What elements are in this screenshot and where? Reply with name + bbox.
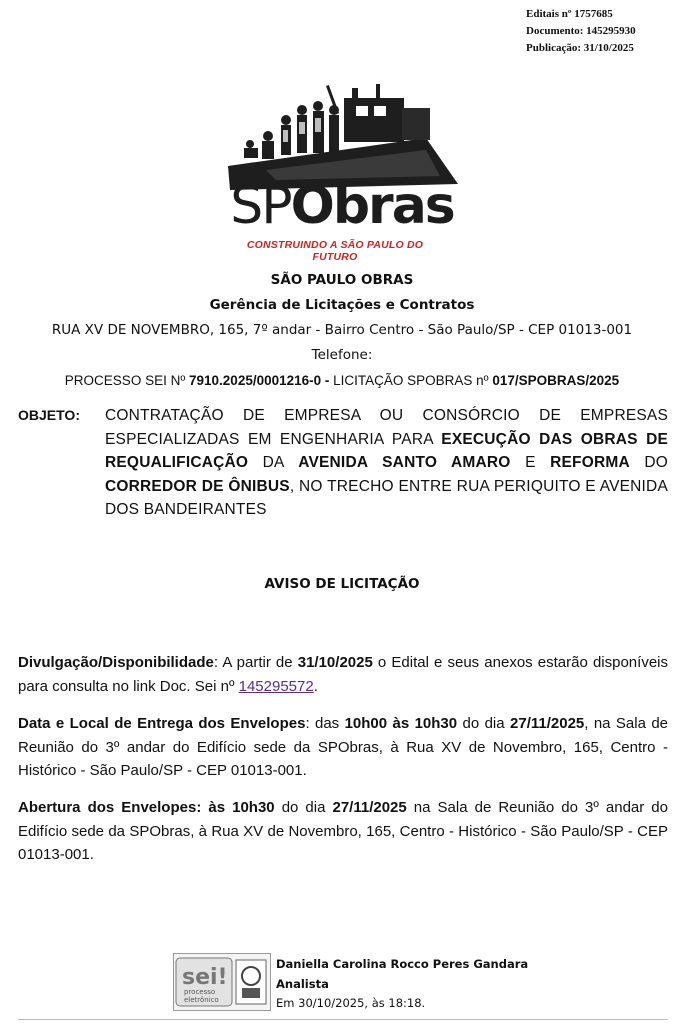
abertura-t2: na Sala de Reunião do 3º andar do Edifício sede da SPObras, à Rua XV de Novembro, 165, Centro - Histórico - São Paulo/SP - CEP 01013-001. bbox=[18, 799, 668, 863]
sei-logo-text: sei! bbox=[182, 965, 228, 990]
objeto-t4: DO bbox=[629, 454, 668, 471]
logo-obras: Obras bbox=[290, 176, 454, 236]
signature-block bbox=[276, 955, 528, 1014]
logo-wordmark bbox=[222, 176, 462, 236]
doc-sei-link[interactable]: 145295572 bbox=[238, 677, 314, 695]
divulgacao-paragraph bbox=[18, 651, 668, 698]
processo-middle: LICITAÇÃO SPOBRAS nº bbox=[329, 373, 493, 388]
abertura-paragraph bbox=[18, 796, 668, 867]
publicacao-date: Publicação: 31/10/2025 bbox=[526, 42, 634, 54]
objeto-t1: CONTRATAÇÃO DE EMPRESA OU CONSÓRCIO DE EMPRESAS ESPECIALIZADAS EM ENGENHARIA PARA bbox=[105, 407, 668, 448]
org-address: RUA XV DE NOVEMBRO, 165, 7º andar - Bairro Centro - São Paulo/SP - CEP 01013-001 bbox=[51, 322, 633, 338]
processo-number: 7910.2025/0001216-0 - bbox=[189, 373, 330, 388]
divulgacao-label: Divulgação/Disponibilidade bbox=[18, 654, 214, 671]
document-header bbox=[0, 268, 684, 368]
document-meta bbox=[526, 6, 636, 57]
objeto-b2: AVENIDA SANTO AMARO bbox=[298, 454, 511, 471]
objeto-b1: EXECUÇÃO DAS OBRAS DE REQUALIFICAÇÃO bbox=[105, 430, 668, 471]
entrega-t2: do dia bbox=[457, 715, 511, 732]
entrega-t3: , na Sala de Reunião do 3º andar do Edifício sede da SPObras, à Rua XV de Novembro, 165, Centro - Histórico - São Paulo/SP - CEP 01013-001. bbox=[18, 715, 669, 779]
sei-logo-icon bbox=[174, 954, 270, 1010]
abertura-date: 27/11/2025 bbox=[332, 799, 407, 816]
signature-date: Em 30/10/2025, às 18:18. bbox=[276, 996, 426, 1010]
entrega-date: 27/11/2025 bbox=[510, 715, 585, 732]
documento-number: Documento: 145295930 bbox=[526, 25, 636, 37]
processo-line bbox=[0, 373, 684, 388]
logo-sp: SP bbox=[230, 176, 291, 236]
signer-name: Daniella Carolina Rocco Peres Gandara bbox=[276, 957, 529, 971]
objeto-section bbox=[18, 404, 668, 522]
aviso-title: AVISO DE LICITAÇÃO bbox=[264, 576, 420, 592]
sei-logo-sub2: eletrônico bbox=[184, 996, 219, 1004]
sei-logo bbox=[173, 953, 271, 1011]
abertura-t1: do dia bbox=[274, 799, 333, 816]
objeto-t3: E bbox=[510, 454, 551, 471]
sei-logo-sub1: processo bbox=[184, 988, 216, 996]
org-name: SÃO PAULO OBRAS bbox=[270, 272, 414, 288]
objeto-b4: CORREDOR DE ÔNIBUS bbox=[105, 477, 290, 495]
objeto-b3: REFORMA bbox=[550, 454, 630, 471]
divulgacao-t2: o Edital e seus anexos estarão disponíveis para consulta no link Doc. Sei nº bbox=[18, 654, 668, 695]
department-name: Gerência de Licitações e Contratos bbox=[209, 297, 475, 313]
abertura-label: Abertura dos Envelopes: às 10h30 bbox=[18, 799, 275, 816]
entrega-t1: : das bbox=[305, 715, 345, 732]
entrega-label: Data e Local de Entrega dos Envelopes bbox=[18, 715, 306, 732]
divulgacao-t1: : A partir de bbox=[213, 654, 298, 671]
objeto-t2: DA bbox=[248, 454, 299, 471]
signer-role: Analista bbox=[276, 976, 329, 991]
objeto-text bbox=[105, 404, 668, 522]
editais-number: Editais nº 1757685 bbox=[526, 8, 613, 20]
divulgacao-t3: . bbox=[313, 677, 318, 695]
entrega-time: 10h00 às 10h30 bbox=[344, 715, 458, 732]
footer-divider bbox=[18, 1019, 668, 1020]
logo-slogan: CONSTRUINDO A SÃO PAULO DO FUTURO bbox=[246, 239, 424, 263]
entrega-paragraph bbox=[18, 712, 668, 783]
processo-prefix: PROCESSO SEI Nº bbox=[64, 373, 190, 388]
licitacao-number: 017/SPOBRAS/2025 bbox=[492, 373, 620, 388]
divulgacao-date: 31/10/2025 bbox=[297, 654, 373, 671]
objeto-t5: , NO TRECHO ENTRE RUA PERIQUITO E AVENIDA DOS BANDEIRANTES bbox=[105, 477, 668, 518]
org-phone: Telefone: bbox=[311, 347, 373, 363]
objeto-label: OBJETO: bbox=[18, 407, 80, 423]
